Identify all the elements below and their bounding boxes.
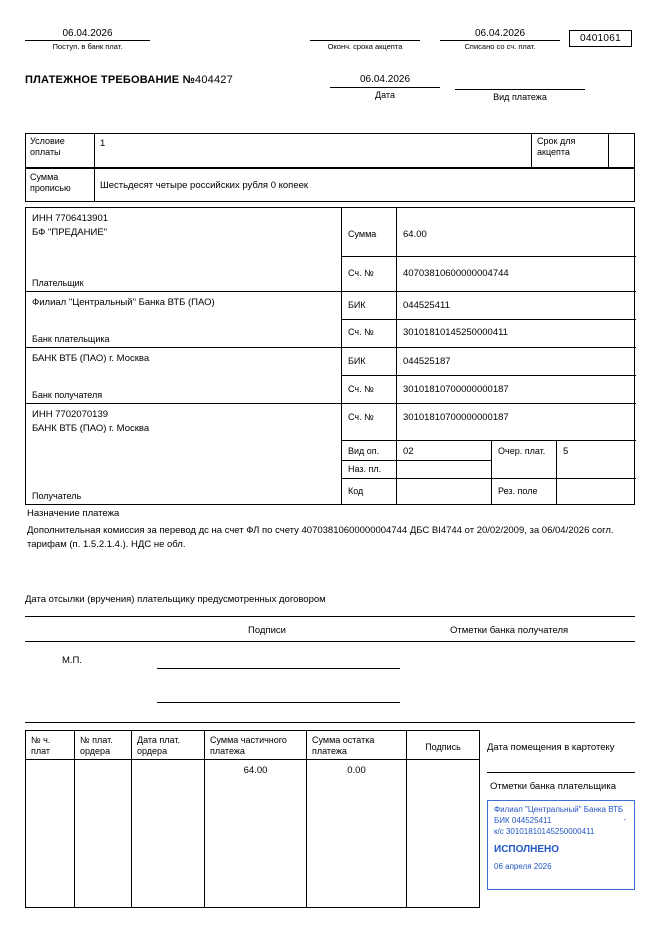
cell-1	[76, 763, 130, 767]
payer-bank-name: Филиал "Центральный" Банка ВТБ (ПАО)	[32, 297, 215, 308]
doc-date-value: 06.04.2026	[359, 74, 411, 85]
acceptance-end-block	[310, 28, 420, 51]
title-row	[25, 74, 635, 104]
cell-2	[133, 763, 203, 767]
divider	[26, 403, 341, 404]
debited-caption: Списано со сч. плат.	[464, 42, 536, 51]
amount-in-words-value: Шестьдесят четыре российских рубля 0 копеек	[100, 180, 309, 191]
payee-bank-marks-label: Отметки банка получателя	[450, 625, 569, 636]
parties-block	[25, 207, 635, 505]
cell-3: 64.00	[243, 765, 268, 776]
divider	[341, 319, 636, 320]
doc-number-label: №	[182, 74, 196, 86]
payer-name: БФ "ПРЕДАНИЕ"	[32, 227, 108, 238]
received-by-bank-block	[25, 28, 150, 51]
payer-bank-bik-label: БИК	[348, 300, 366, 310]
cell-4: 0.00	[347, 765, 366, 776]
divider	[341, 375, 636, 376]
purpose-code-value	[399, 462, 489, 466]
cell-5	[408, 763, 478, 767]
purpose-caption: Назначение платежа	[27, 508, 120, 519]
stamp-line-3: к/с 30101810145250000411	[494, 826, 595, 836]
payer-account-label: Сч. №	[348, 268, 374, 278]
col-header-2: Дата плат. ордера	[137, 735, 180, 756]
divider	[26, 291, 341, 292]
purpose-text: Дополнительная комиссия за перевод дс на счет ФЛ по счету 40703810600000004744 ДБС ВI4744 от 20/02/2009, за 06/04/2026 согл. тарифам (п. 1.5.2.1.4.). НДС не обл.	[27, 525, 614, 550]
conditions-row	[25, 133, 635, 168]
signature-line-2	[157, 702, 400, 703]
divider	[131, 731, 132, 907]
divider	[341, 256, 636, 257]
divider	[556, 440, 557, 504]
payee-caption: Получатель	[32, 491, 82, 501]
received-by-bank-caption: Поступ. в банк плат.	[52, 42, 123, 51]
amount-value: 64.00	[403, 229, 427, 240]
conditions-value: 1	[100, 138, 106, 149]
debited-value: 06.04.2026	[474, 28, 526, 39]
doc-name: ПЛАТЕЖНОЕ ТРЕБОВАНИЕ	[25, 74, 180, 86]
col-header-1: № плат. ордера	[80, 735, 113, 756]
payee-bank-account-label: Сч. №	[348, 384, 374, 394]
stamp-line-2: БИК 044525411	[494, 815, 552, 825]
divider	[25, 616, 635, 617]
divider	[26, 759, 479, 760]
divider	[341, 347, 636, 348]
divider	[608, 134, 609, 167]
acceptance-end-caption: Оконч. срока акцепта	[327, 42, 403, 51]
send-date-caption: Дата отсылки (вручения) плательщику предусмотренных договором	[25, 594, 326, 605]
code-label: Код	[348, 486, 364, 496]
col-header-0: № ч. плат	[31, 735, 51, 756]
payee-bank-caption: Банк получателя	[32, 390, 103, 400]
divider	[487, 772, 635, 773]
acceptance-term-label: Срок для акцепта	[537, 136, 576, 158]
col-header-3: Сумма частичного платежа	[210, 735, 287, 756]
cell-0	[27, 763, 73, 767]
payer-caption: Плательщик	[32, 278, 84, 288]
payment-kind-value	[455, 74, 585, 87]
divider	[341, 460, 491, 461]
op-kind-label: Вид оп.	[348, 446, 380, 456]
payer-bank-account-value: 30101810145250000411	[403, 327, 508, 338]
op-kind-value: 02	[403, 446, 414, 457]
divider	[204, 731, 205, 907]
received-by-bank-value: 06.04.2026	[62, 28, 113, 39]
payee-bank-bik-label: БИК	[348, 356, 366, 366]
payee-name: БАНК ВТБ (ПАО) г. Москва	[32, 423, 150, 434]
divider	[306, 731, 307, 907]
divider	[406, 731, 407, 907]
payment-kind-caption: Вид платежа	[493, 92, 547, 102]
payer-bank-caption: Банк плательщика	[32, 334, 110, 344]
payee-bank-name: БАНК ВТБ (ПАО) г. Москва	[32, 353, 150, 364]
divider	[25, 641, 635, 642]
payee-bank-bik-value: 044525187	[403, 356, 451, 367]
debited-block	[440, 28, 560, 51]
payee-bank-account-value: 30101810700000000187	[403, 384, 509, 395]
payee-inn: ИНН 7702070139	[32, 409, 109, 420]
priority-value: 5	[563, 446, 569, 457]
divider	[341, 440, 636, 441]
stamp-date: 06 апреля 2026	[494, 861, 552, 871]
doc-date-caption: Дата	[375, 90, 395, 100]
amount-in-words-row	[25, 168, 635, 202]
top-dates-row	[0, 28, 660, 54]
payer-bank-bik-value: 044525411	[403, 300, 450, 311]
bank-execution-stamp	[487, 800, 635, 890]
divider	[491, 440, 492, 504]
payment-kind-block	[455, 74, 585, 102]
divider	[341, 291, 636, 292]
payer-bank-account-label: Сч. №	[348, 327, 374, 337]
divider	[74, 731, 75, 907]
code-value	[399, 484, 489, 488]
divider	[341, 403, 636, 404]
divider	[26, 347, 341, 348]
divider	[531, 134, 532, 167]
purpose-code-label: Наз. пл.	[348, 464, 382, 474]
card-index-date-label: Дата помещения в картотеку	[487, 742, 615, 753]
form-code-box: 0401061	[569, 30, 632, 47]
col-header-4: Сумма остатка платежа	[312, 735, 375, 756]
payee-account-value: 30101810700000000187	[403, 412, 509, 423]
payer-bank-marks-label: Отметки банка плательщика	[490, 781, 616, 792]
stamp-line-1: Филиал "Центральный" Банка ВТБ	[494, 805, 624, 814]
payer-account-value: 40703810600000004744	[403, 268, 509, 279]
signatures-label: Подписи	[248, 625, 286, 636]
divider	[341, 478, 636, 479]
page-title	[25, 74, 233, 86]
stamp-status: ИСПОЛНЕНО	[494, 844, 560, 856]
stamp-place-label: М.П.	[62, 655, 83, 666]
amount-label: Сумма	[348, 229, 377, 239]
payee-account-label: Сч. №	[348, 412, 374, 422]
signature-line-1	[157, 668, 400, 669]
partial-payments-table	[25, 730, 480, 908]
acceptance-end-value	[310, 28, 420, 40]
priority-label: Очер. плат.	[498, 446, 546, 456]
reserve-value	[559, 484, 629, 488]
reserve-label: Рез. поле	[498, 486, 538, 496]
stamp-dash: -	[623, 815, 626, 824]
doc-date-block	[330, 74, 440, 100]
divider	[25, 722, 635, 723]
divider	[94, 134, 95, 167]
divider	[94, 169, 95, 201]
doc-number: 404427	[195, 74, 233, 86]
col-header-5: Подпись	[425, 742, 461, 752]
amount-in-words-label: Сумма прописью	[30, 172, 71, 194]
acceptance-term-value	[610, 136, 634, 140]
payer-inn: ИНН 7706413901	[32, 213, 109, 224]
conditions-label: Условие оплаты	[30, 136, 65, 158]
